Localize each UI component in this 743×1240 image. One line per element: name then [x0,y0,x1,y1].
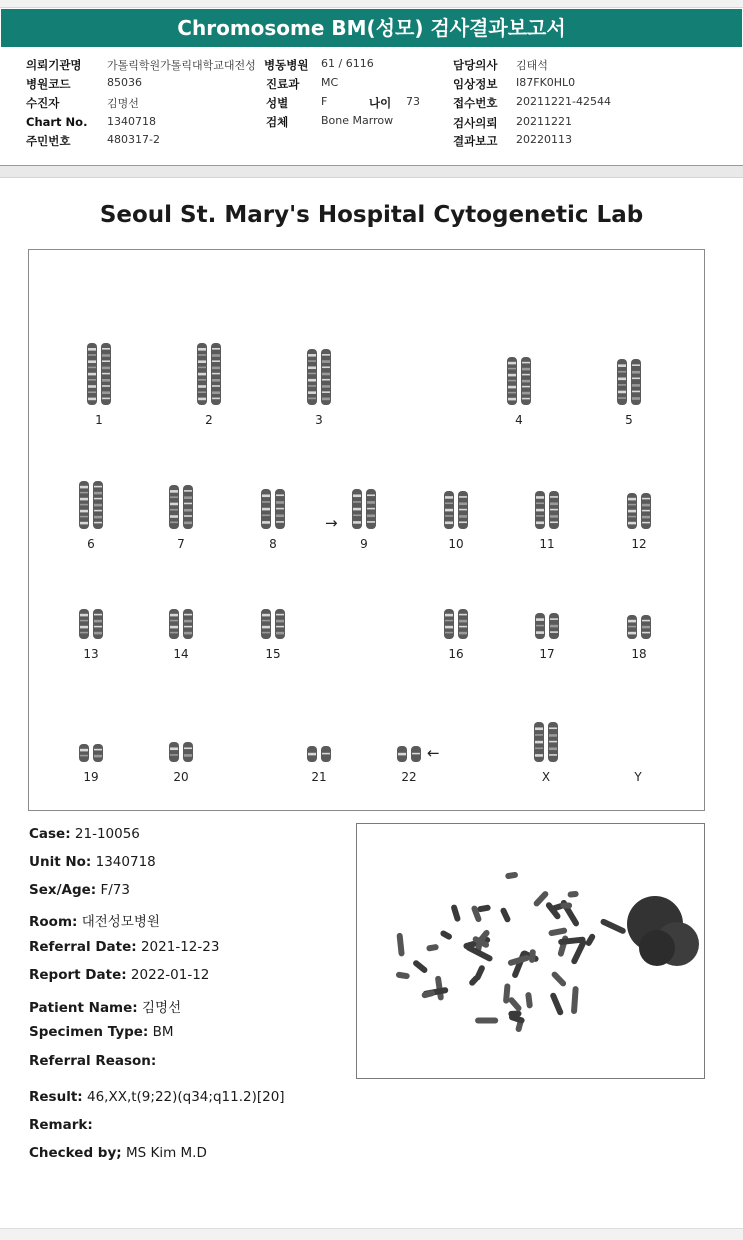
sex-age-label: Sex/Age: [29,882,97,898]
chromosome-label-9: 9 [360,537,368,551]
info-value-age: 73 [406,95,420,108]
info-value-institution: 가톨릭학원가톨릭대학교대전성 [107,59,256,72]
chromosome-pair-14 [161,607,201,641]
chromosome-label-22: 22 [401,770,417,784]
chromosome-pair-8 [253,487,293,531]
chromosome-pair-11 [527,489,567,531]
chromosome-pair-12 [619,491,659,531]
info-label-specimen: 검체 [266,115,289,129]
referral-reason-label: Referral Reason: [29,1053,157,1069]
top-strip [0,0,743,8]
room-row [29,910,160,930]
chromosome-label-21: 21 [311,770,327,784]
referral-date-value: 2021-12-23 [140,939,220,955]
chromosome-label-16: 16 [448,647,464,661]
info-value-clinical-info: I87FK0HL0 [516,76,576,89]
chromosome-pair-1 [79,341,119,407]
unit-label: Unit No: [29,854,92,870]
chromosome-label-19: 19 [83,770,99,784]
info-value-physician: 김태석 [516,59,548,72]
chromosome-label-11: 11 [539,537,555,551]
info-label-request-date: 검사의뢰 [453,116,498,130]
chromosome-label-X: X [541,770,551,784]
info-value-report-date: 20220113 [516,133,572,146]
metaphase-spread-illustration [357,824,704,1078]
chromosome-pair-16 [436,607,476,641]
chromosome-label-8: 8 [269,537,277,551]
info-label-resident-no: 주민번호 [26,134,71,148]
chromosome-pair-10 [436,489,476,531]
checked-by-value: MS Kim M.D [125,1145,207,1161]
specimen-value: BM [152,1024,174,1040]
info-value-request-date: 20211221 [516,115,572,128]
sex-age-value: F/73 [100,882,130,898]
case-row [29,826,140,842]
info-value-chart-no: 1340718 [107,115,156,128]
info-label-physician: 담당의사 [453,58,498,72]
karyotype-panel [28,249,705,811]
chromosome-label-20: 20 [173,770,189,784]
chromosome-pair-19 [71,742,111,764]
checked-by-label: Checked by; [29,1145,122,1161]
referral-date-label: Referral Date: [29,939,137,955]
info-label-sex: 성별 [266,96,289,110]
chromosome-pair-X [526,720,566,764]
info-value-specimen: Bone Marrow [321,114,394,127]
patient-info-panel [0,48,743,166]
remark-row [29,1117,93,1133]
chromosome-pair-13 [71,607,111,641]
info-value-resident-no: 480317-2 [107,133,160,146]
unit-value: 1340718 [95,854,156,870]
chromosome-label-13: 13 [83,647,99,661]
info-value-department: MC [321,76,339,89]
info-label-department: 진료과 [266,77,300,91]
metaphase-image [356,823,705,1079]
case-label: Case: [29,826,71,842]
chromosome-pair-17 [527,611,567,641]
patient-name-label: Patient Name: [29,1000,138,1016]
patient-name-value: 김명선 [141,1000,182,1016]
info-value-sex: F [321,95,328,108]
chromosome-pair-20 [161,740,201,764]
chromosome-label-Y: Y [634,770,642,784]
info-label-chart-no: Chart No. [26,115,88,129]
info-value-ward: 61 / 6116 [321,57,374,70]
chromosome-label-12: 12 [631,537,647,551]
result-label: Result: [29,1089,83,1105]
report-date-label: Report Date: [29,967,127,983]
chromosome-label-4: 4 [515,413,523,427]
chromosome-label-10: 10 [448,537,464,551]
chromosome-label-18: 18 [631,647,647,661]
sex-age-row [29,882,130,898]
arrow-right-icon: → [325,514,338,532]
room-label: Room: [29,914,78,930]
info-label-clinical-info: 임상정보 [453,77,498,91]
info-label-receipt-no: 접수번호 [453,96,498,110]
chromosome-pair-5 [609,357,649,407]
chromosome-pair-9 [344,487,384,531]
info-label-report-date: 결과보고 [453,134,498,148]
checked-by-row [29,1145,207,1161]
lab-title: Seoul St. Mary's Hospital Cytogenetic Lab [99,202,644,228]
info-value-patient: 김명선 [107,97,139,110]
section-divider [0,166,743,178]
chromosome-pair-15 [253,607,293,641]
info-label-age: 나이 [369,96,392,110]
chromosome-label-7: 7 [177,537,185,551]
bottom-strip [0,1228,743,1240]
referral-reason-row [29,1053,156,1069]
remark-label: Remark: [29,1117,93,1133]
chromosome-label-15: 15 [265,647,281,661]
unit-row [29,854,156,870]
chromosome-label-5: 5 [625,413,633,427]
info-label-hospital-code: 병원코드 [26,77,71,91]
chromosome-pair-22 [389,744,429,764]
info-label-institution: 의뢰기관명 [26,58,82,72]
chromosome-pair-3 [299,347,339,407]
specimen-label: Specimen Type: [29,1024,149,1040]
patient-name-row [29,996,181,1016]
info-value-hospital-code: 85036 [107,76,142,89]
chromosome-pair-7 [161,483,201,531]
result-value: 46,XX,t(9;22)(q34;q11.2)[20] [86,1089,285,1105]
report-date-row [29,967,209,983]
chromosome-label-14: 14 [173,647,189,661]
chromosome-label-17: 17 [539,647,555,661]
room-value: 대전성모병원 [81,914,160,930]
info-value-receipt-no: 20211221-42544 [516,95,611,108]
chromosome-pair-21 [299,744,339,764]
report-date-value: 2022-01-12 [130,967,210,983]
report-header-title: Chromosome BM(성모) 검사결과보고서 [1,9,742,47]
chromosome-pair-6 [71,479,111,531]
info-label-patient: 수진자 [26,96,60,110]
info-label-ward: 병동병원 [264,58,309,72]
chromosome-pair-2 [189,341,229,407]
chromosome-pair-4 [499,355,539,407]
case-value: 21-10056 [74,826,140,842]
chromosome-pair-18 [619,613,659,641]
arrow-left-icon: ← [427,744,440,762]
chromosome-label-6: 6 [87,537,95,551]
chromosome-label-3: 3 [315,413,323,427]
chromosome-label-2: 2 [205,413,213,427]
specimen-row [29,1024,174,1040]
referral-date-row [29,939,219,955]
result-row [29,1089,285,1105]
chromosome-label-1: 1 [95,413,103,427]
